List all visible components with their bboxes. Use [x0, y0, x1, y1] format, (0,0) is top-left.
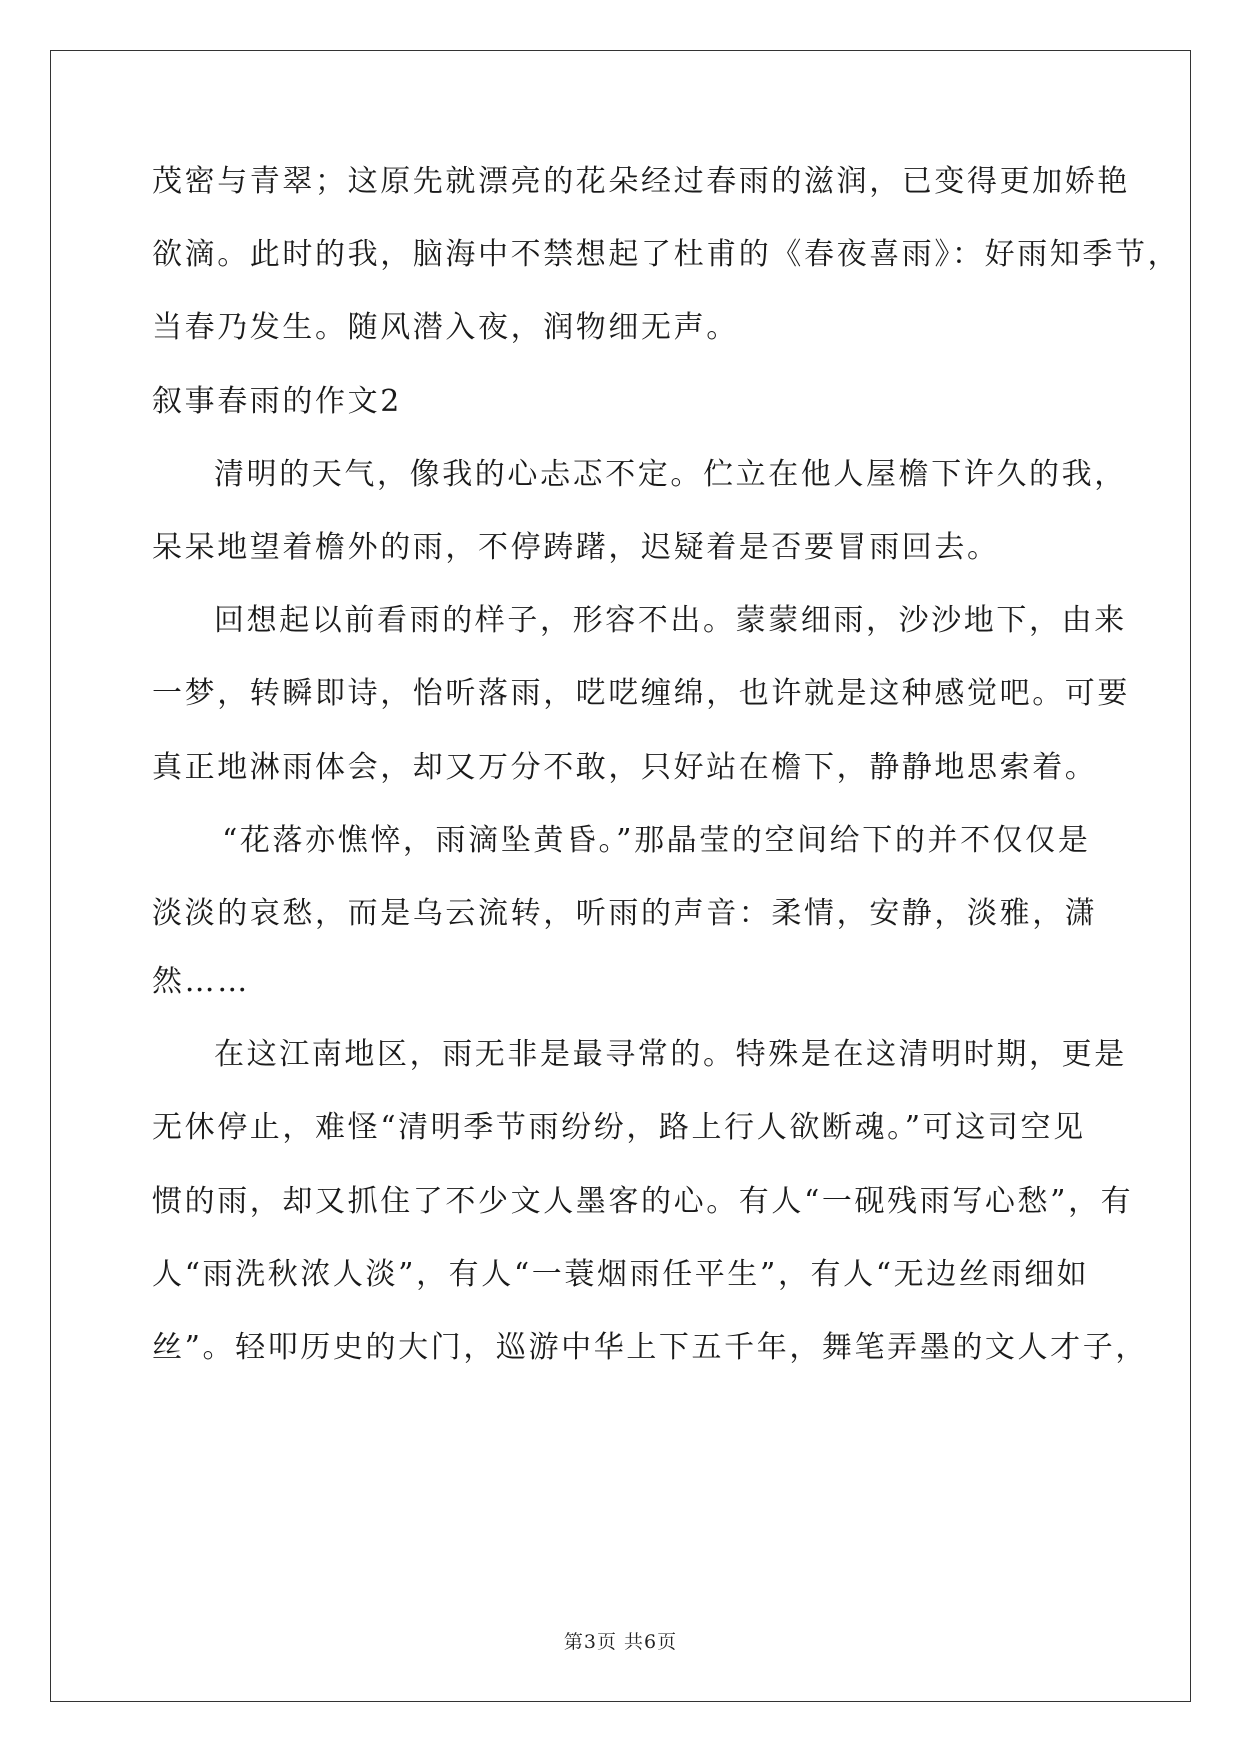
text-line: “花落亦憔悴，雨滴坠黄昏。”那晶莹的空间给下的并不仅仅是 — [222, 823, 1091, 858]
text-line: 然…… — [152, 964, 250, 999]
text-line: 清明的天气，像我的心忐忑不定。伫立在他人屋檐下许久的我， — [214, 457, 1127, 492]
page-number: 第3页 共6页 — [563, 1631, 678, 1653]
text-line: 回想起以前看雨的样子，形容不出。蒙蒙细雨，沙沙地下，由来 — [214, 603, 1127, 638]
text-line: 当春乃发生。随风潜入夜，润物细无声。 — [152, 310, 739, 345]
text-line: 茂密与青翠；这原先就漂亮的花朵经过春雨的滋润，已变得更加娇艳 — [152, 164, 1130, 199]
text-line: 呆呆地望着檐外的雨，不停踌躇，迟疑着是否要冒雨回去。 — [152, 530, 1000, 565]
text-line: 淡淡的哀愁，而是乌云流转，听雨的声音：柔情，安静，淡雅，潇 — [152, 896, 1098, 931]
text-line: 丝”。轻叩历史的大门，巡游中华上下五千年，舞笔弄墨的文人才子， — [152, 1330, 1148, 1365]
text-line: 无休停止，难怪“清明季节雨纷纷，路上行人欲断魂。”可这司空见 — [152, 1110, 1086, 1145]
text-line: 真正地淋雨体会，却又万分不敢，只好站在檐下，静静地思索着。 — [152, 750, 1098, 785]
text-line: 惯的雨，却又抓住了不少文人墨客的心。有人“一砚残雨写心愁”，有 — [152, 1184, 1134, 1219]
text-line: 人“雨洗秋浓人淡”，有人“一蓑烟雨任平生”，有人“无边丝雨细如 — [152, 1257, 1090, 1292]
section-heading: 叙事春雨的作文2 — [152, 384, 402, 419]
text-line: 在这江南地区，雨无非是最寻常的。特殊是在这清明时期，更是 — [214, 1037, 1127, 1072]
text-line: 欲滴。此时的我，脑海中不禁想起了杜甫的《春夜喜雨》：好雨知季节， — [152, 237, 1181, 272]
text-line: 一梦，转瞬即诗，怡听落雨，呓呓缠绵，也许就是这种感觉吧。可要 — [152, 676, 1130, 711]
page-border — [50, 50, 1191, 1702]
